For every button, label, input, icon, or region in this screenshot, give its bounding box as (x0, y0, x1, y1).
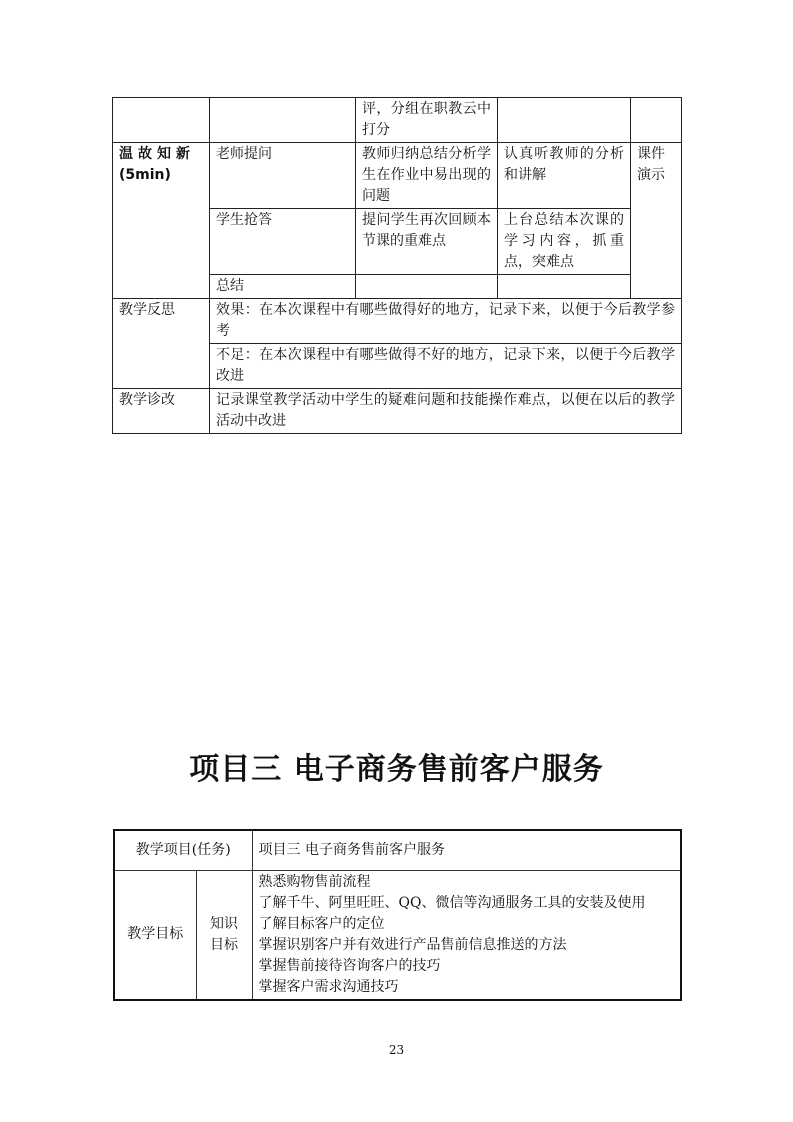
lesson-plan-table (112, 97, 682, 434)
table-row (113, 143, 682, 209)
teacher-activity-cell: 教师归纳总结分析学生在作业中易出现的问题 (356, 143, 498, 209)
knowledge-label (196, 870, 252, 1000)
knowledge-label-line2: 目标 (210, 936, 238, 953)
list-item: 掌握识别客户并有效进行产品售前信息推送的方法 (258, 936, 567, 953)
content-cell-continued (210, 98, 356, 143)
student-activity-cell: 上台总结本次课的学习内容，抓重点，突难点 (498, 209, 631, 275)
reflection-label: 教学反思 (113, 299, 210, 389)
phase-duration: (5min) (119, 167, 171, 183)
content-cell: 学生抢答 (210, 209, 356, 275)
phase-label: 温故知新 (119, 146, 195, 162)
student-activity-cell (498, 275, 631, 299)
knowledge-list (252, 870, 681, 1000)
table-row (114, 830, 681, 870)
table-row (114, 870, 681, 1000)
teacher-activity-cell: 提问学生再次回顾本节课的重难点 (356, 209, 498, 275)
list-item: 了解目标客户的定位 (258, 915, 385, 932)
list-item: 掌握客户需求沟通技巧 (258, 978, 399, 995)
teacher-activity-cell: 评，分组在职教云中打分 (356, 98, 498, 143)
list-item: 掌握售前接待咨询客户的技巧 (258, 957, 441, 974)
project-label: 教学项目(任务) (114, 830, 252, 870)
reflection-bad: 不足：在本次课程中有哪些做得不好的地方，记录下来，以便于今后教学改进 (210, 344, 682, 389)
phase-label-cell (113, 143, 210, 299)
resource-cell (631, 98, 682, 143)
table-row (113, 389, 682, 434)
reflection-good: 效果：在本次课程中有哪些做得好的地方，记录下来，以便于今后教学参考 (210, 299, 682, 344)
section-title: 项目三 电子商务售前客户服务 (189, 752, 604, 787)
diagnosis-text: 记录课堂教学活动中学生的疑难问题和技能操作难点，以便在以后的教学活动中改进 (210, 389, 682, 434)
objectives-label: 教学目标 (114, 870, 196, 1000)
knowledge-label-line1: 知识 (210, 915, 238, 932)
list-item: 熟悉购物售前流程 (258, 873, 371, 890)
project-value: 项目三 电子商务售前客户服务 (252, 830, 681, 870)
content-cell: 总结 (210, 275, 356, 299)
table-row (113, 98, 682, 143)
list-item: 了解千牛、阿里旺旺、QQ、微信等沟通服务工具的安装及使用 (258, 894, 646, 911)
phase-cell-continued (113, 98, 210, 143)
project-table (113, 829, 682, 1001)
page-number: 23 (388, 1043, 405, 1057)
student-activity-cell (498, 98, 631, 143)
diagnosis-label: 教学诊改 (113, 389, 210, 434)
teacher-activity-cell (356, 275, 498, 299)
student-activity-cell: 认真听教师的分析和讲解 (498, 143, 631, 209)
table-row (113, 299, 682, 344)
content-cell: 老师提问 (210, 143, 356, 209)
resource-cell: 课件演示 (631, 143, 682, 299)
